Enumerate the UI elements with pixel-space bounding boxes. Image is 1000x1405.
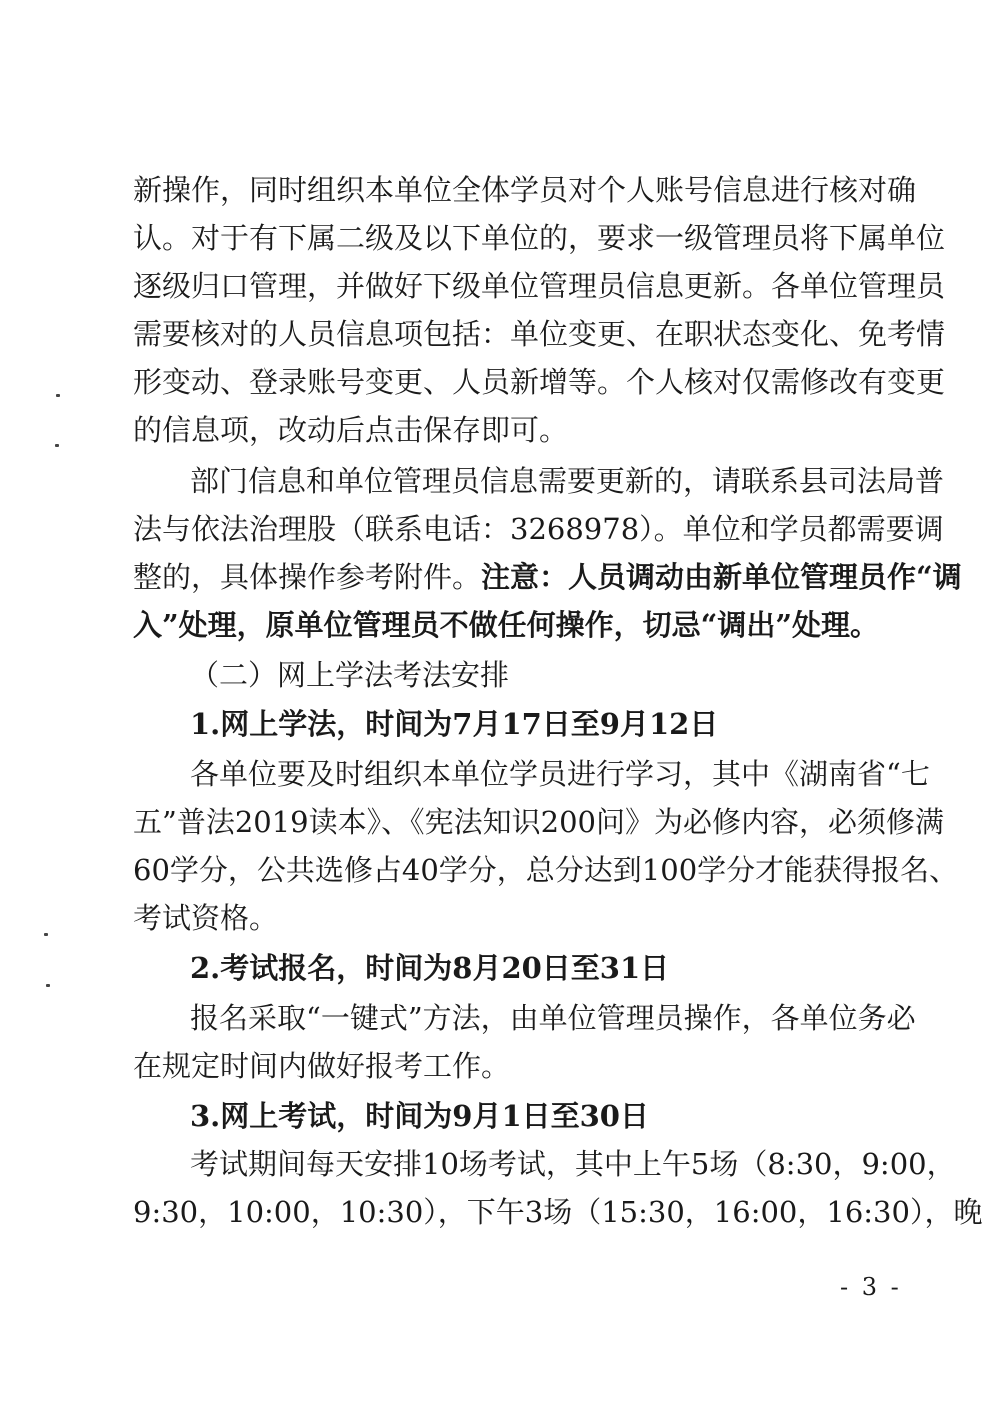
item-1-heading: 1.网上学法，时间为7月17日至9月12日 (190, 707, 719, 741)
paragraph-line: 形变动、登录账号变更、人员新增等。个人核对仅需修改有变更 (133, 365, 946, 399)
paragraph-line: 的信息项，改动后点击保存即可。 (133, 413, 569, 447)
paragraph-line: 认。对于有下属二级及以下单位的，要求一级管理员将下属单位 (133, 221, 946, 255)
scan-speck (55, 444, 59, 447)
item-3-heading: 3.网上考试，时间为9月1日至30日 (190, 1099, 649, 1133)
paragraph-line: 考试资格。 (133, 901, 279, 935)
paragraph-line: 各单位要及时组织本单位学员进行学习，其中《湖南省“七 (190, 757, 930, 791)
section-heading: （二）网上学法考法安排 (190, 658, 510, 692)
paragraph-line: 需要核对的人员信息项包括：单位变更、在职状态变化、免考情 (133, 317, 946, 351)
paragraph-line: 五”普法2019读本》、《宪法知识200问》为必修内容，必须修满 (133, 805, 944, 839)
paragraph-line: 法与依法治理股（联系电话：3268978）。单位和学员都需要调 (133, 512, 944, 546)
paragraph-line: 报名采取“一键式”方法，由单位管理员操作，各单位务必 (190, 1001, 916, 1035)
paragraph-line: 逐级归口管理，并做好下级单位管理员信息更新。各单位管理员 (133, 269, 946, 303)
page-number: - 3 - (840, 1273, 902, 1301)
paragraph-line: 在规定时间内做好报考工作。 (133, 1049, 511, 1083)
scan-speck (56, 394, 60, 397)
paragraph-line: 新操作，同时组织本单位全体学员对个人账号信息进行核对确 (133, 173, 917, 207)
item-2-heading: 2.考试报名，时间为8月20日至31日 (190, 951, 670, 985)
paragraph-line: 部门信息和单位管理员信息需要更新的，请联系县司法局普 (190, 464, 945, 498)
notice-bold-text: 注意：人员调动由新单位管理员作“调 (481, 560, 962, 594)
notice-bold-line: 入”处理，原单位管理员不做任何操作，切忌“调出”处理。 (133, 608, 880, 642)
paragraph-line: 9:30，10:00，10:30），下午3场（15:30，16:00，16:30），晚 (133, 1195, 983, 1229)
paragraph-line-mixed (133, 557, 962, 597)
paragraph-line: 60学分，公共选修占40学分，总分达到100学分才能获得报名、 (133, 853, 959, 887)
scan-speck (44, 933, 48, 936)
scan-speck (46, 984, 50, 987)
paragraph-text: 整的，具体操作参考附件。 (133, 560, 482, 594)
paragraph-line: 考试期间每天安排10场考试，其中上午5场（8:30，9:00， (190, 1147, 956, 1181)
